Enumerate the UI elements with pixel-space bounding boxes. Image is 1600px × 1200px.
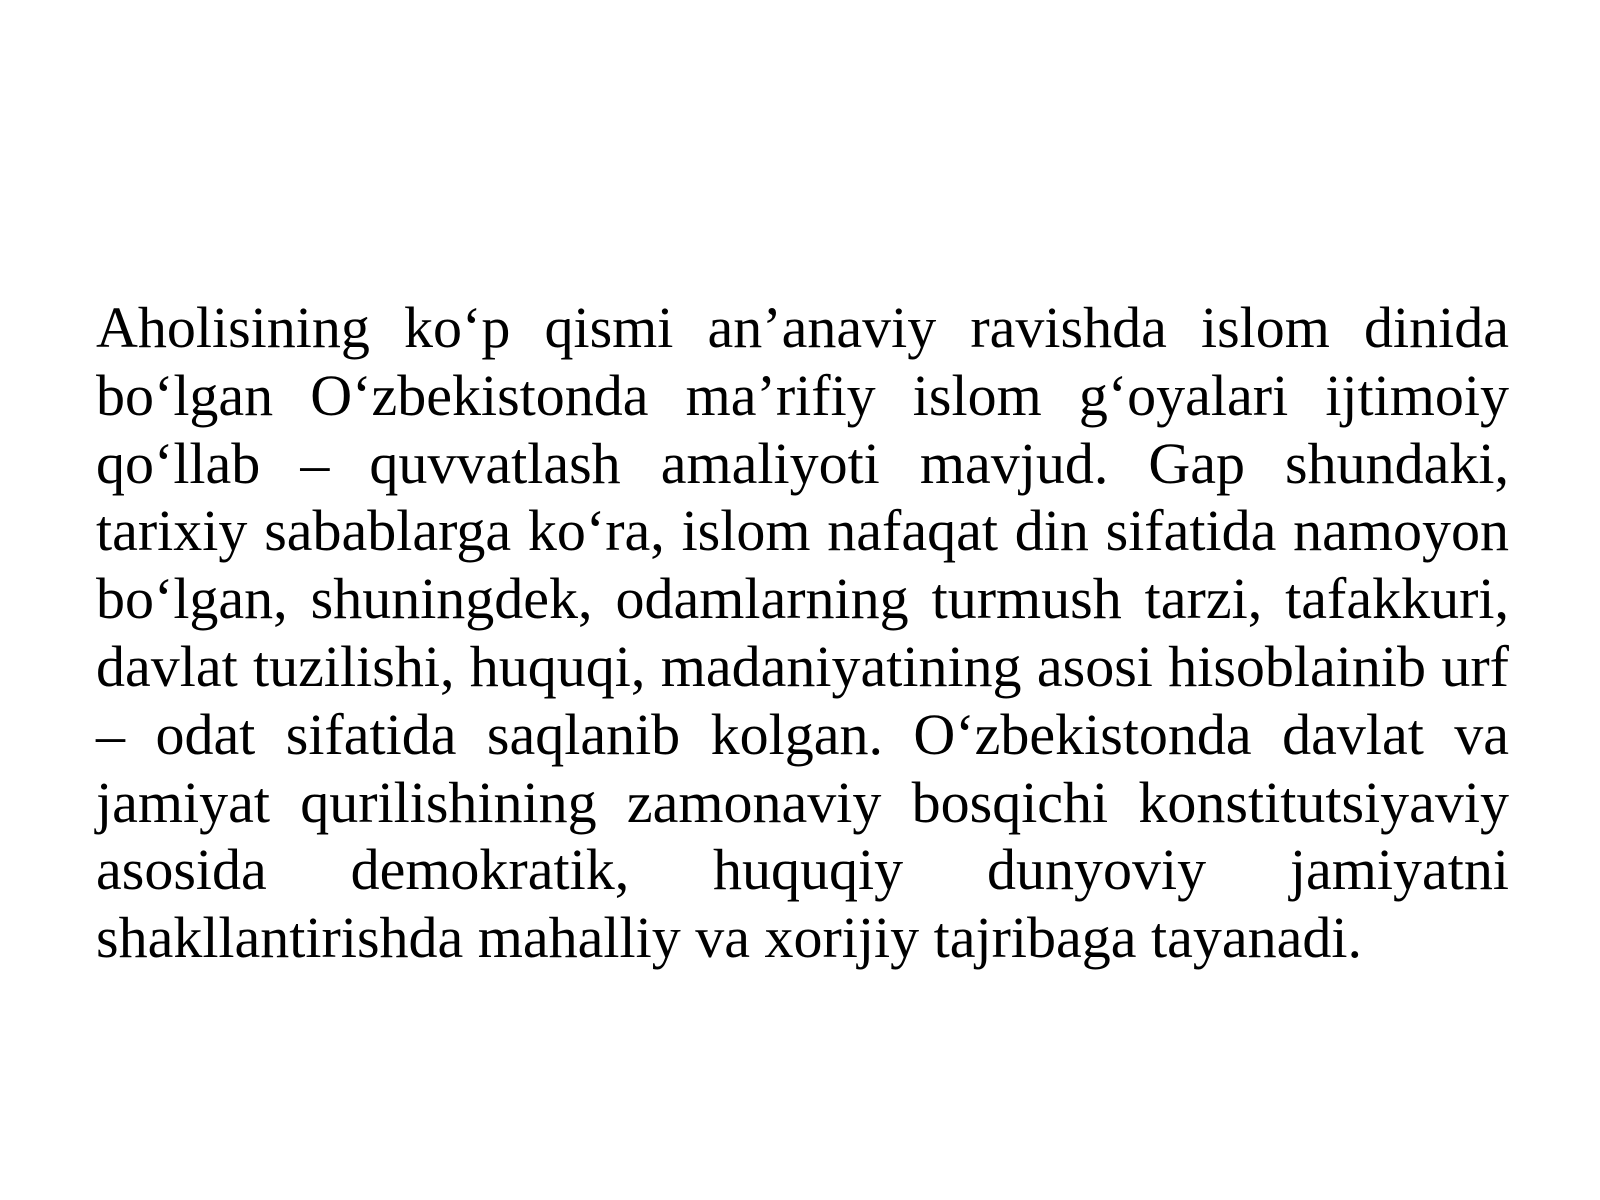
body-paragraph: Aholisining ko‘p qismi an’anaviy ravishda islom dinida bo‘lgan O‘zbekistonda ma’rifiy islom g‘oyalari ijtimoiy qo‘llab – quvvatlash amaliyoti mavjud. Gap shundaki, tarixiy sabablarga ko‘ra, islom nafaqat din sifatida namoyon bo‘lgan, shuningdek, odamlarning turmush tarzi, tafakkuri, davlat tuzilishi, huquqi, madaniyatining asosi hisoblainib urf – odat sifatida saqlanib kolgan. O‘zbekistonda davlat va jamiyat qurilishining zamonaviy bosqichi konstitutsiyaviy asosida demokratik, huquqiy dunyoviy jamiyatni shakllantirishda mahalliy va xorijiy tajribaga tayanadi. bbox=[96, 295, 1509, 971]
text-box bbox=[96, 294, 1509, 972]
